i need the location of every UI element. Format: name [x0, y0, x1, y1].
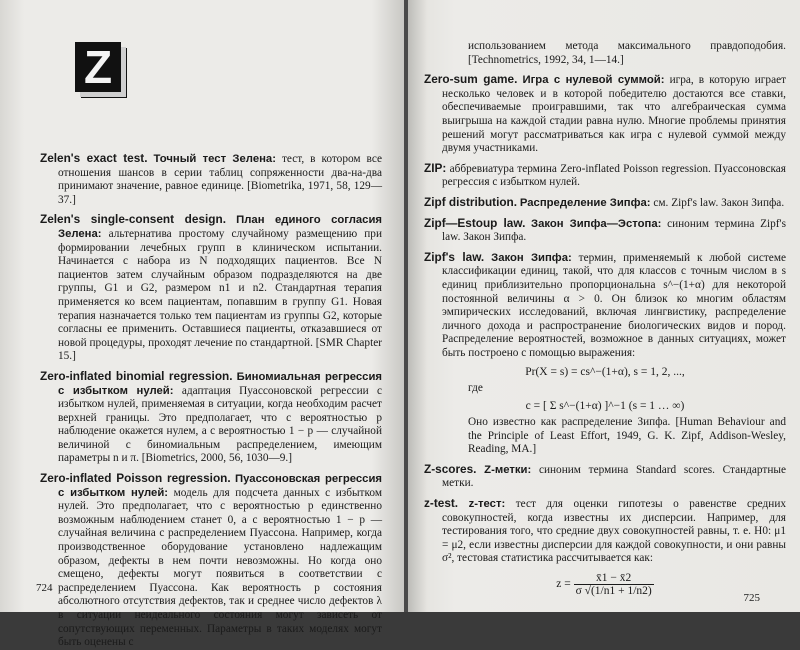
entry-continuation: использованием метода максимального правдоподобия. [Technometrics, 1992, 34, 1—14.] [468, 40, 786, 66]
formula-numerator: x̄1 − x̄2 [574, 572, 654, 585]
entry-text: см. Zipf's law. Закон Зипфа. [653, 196, 785, 209]
entry-z-scores [424, 463, 786, 491]
entry-term: Zero-inflated Poisson regression. [40, 471, 231, 486]
formula-fraction [574, 572, 654, 597]
entry-term-ru: Закон Зипфа: [491, 251, 572, 264]
formula-zipf-constant: c = [ Σ s^−(1+α) ]^−1 (s = 1 … ∞) [525, 400, 685, 413]
entry-term: Zero-inflated binomial regression. [40, 368, 233, 383]
entry-zelens-exact-test [40, 152, 382, 207]
entry-text: синоним термина Standard scores. Стандартные метки. [442, 463, 787, 490]
zipf-law-tail: Оно известно как распределение Зипфа. [Human Behaviour and the Principle of Least Effort, 1949, G. K. Zipf, Addison-Wesley, Reading, MA.] [468, 416, 786, 456]
entry-term: Zipf's law. [424, 249, 485, 264]
entry-text: модель для подсчета данных с избытком нулей. Это предполагает, что с вероятностью p единственно возможным наблюдением станет 0, а с вероятностью 1 − p — случайная величина с распределением Пуассона. Например, когда производственное оборудование установлено надлежащим образом, дефекты в нем почти невозможны. Но когда оно смещено, дефекты могут появиться в соответствии с распределением Пуассона. Как вероятность p состояния абсолютного отсутствия дефектов, так и среднее число дефектов λ в ситуации неидеального состояния могут зависеть от сопутствующих переменных. Параметры в таких моделях могут быть оценены с [58, 486, 382, 649]
entry-term-ru: Пуассоновская регрессия с избытком нулей: [58, 473, 382, 499]
entry-text: адаптация Пуассоновской регрессии с избытком нулей, применяемая в ситуации, когда необходим расчет верхней границы. Это предполагает, что с вероятностью p наблюдение окажется нулем, а с вероятностью 1 − p — случайной величиной с биномиальным распределением, имеющим параметры n и π. [Biometrics, 2000, 56, 1030—9.] [58, 384, 383, 465]
entry-term: z-test. [424, 496, 459, 511]
entry-term-ru: Z-метки: [484, 463, 532, 476]
where-label: где [468, 382, 483, 395]
page-number: 725 [743, 592, 760, 604]
entry-text: тест, в котором все отношения шансов в серии таблиц сопряженности два-на-два принимают значение, равное единице. [Biometrika, 1971, 58, 129—37.] [58, 153, 382, 206]
entry-zero-inflated-binomial [40, 370, 382, 466]
entry-term: Zipf—Estoup law. [424, 215, 526, 230]
entry-term: Zelen's exact test. [40, 151, 148, 165]
entry-zipfs-law [424, 251, 786, 361]
entry-zero-inflated-poisson [40, 472, 382, 650]
entry-term-ru: Биномиальная регрессия с избытком нулей: [58, 370, 382, 397]
entry-zero-sum-game [424, 73, 786, 156]
entry-text: игра, в которую играет несколько человек и в которой победителю достаются все ставки, обеспечиваемые проигравшими, так что алгебраическая сумма выигрыша на каждой стадии равна нулю. Многие проблемы принятия решений могут рассматриваться как игра с нулевой суммой между двумя участниками. [442, 74, 787, 155]
right-page [408, 0, 800, 612]
entry-zelens-single-consent [40, 213, 382, 364]
entry-text: альтернатива простому случайному размещению при формировании лечебных групп в клиническом испытании. Начинается с набора из N подходящих пациентов. Все N пациентов затем случайным образом подразделяются на две группы, G1 и G2, размером n1 и n2. Стандартная терапия применяется ко всем пациентам, попавшим в группу G1. Новая терапия назначается только тем пациентам из группы G2, которые согласны ее применить. Оставшиеся пациенты, отказавшиеся от новой процедуры, проходят лечение по стандартной. [SMR Chapter 15.] [58, 227, 383, 363]
page-number: 724 [36, 582, 53, 594]
section-letter: Z [75, 42, 121, 92]
entry-term: ZIP: [424, 160, 447, 175]
entry-term: Zero-sum game. [424, 72, 518, 87]
entry-term-ru: План единого согласия Зелена: [58, 214, 382, 240]
entry-term-ru: Распределение Зипфа: [519, 196, 651, 209]
entry-zipf-distribution [424, 196, 786, 211]
entry-text: термин, применяемый к любой системе классификации единиц, такой, что для классов с точным числом в s единиц приблизительно пропорциональна s^−(1+α) для некоторой постоянной величины α > 0. Он близок ко многим областям эмпирических исследований, включая лингвистику, распределение личного дохода и распространение биологических видов и пород. Распределение вероятностей, возможное в данных ситуациях, может быть построено с помощью выражения: [442, 251, 786, 359]
entry-text: аббревиатура термина Zero-inflated Poisson regression. Пуассоновская регрессия с избытком нулей. [442, 162, 787, 189]
entry-term-ru: z-тест: [468, 498, 506, 511]
entry-term: Zelen's single-consent design. [40, 212, 226, 227]
formula-zipf-probability: Pr(X = s) = cs^−(1+α), s = 1, 2, ..., [525, 366, 685, 379]
entry-term-ru: Точный тест Зелена: [153, 153, 276, 165]
entry-term: Z-scores. [424, 461, 477, 476]
entry-term-ru: Игра с нулевой суммой: [522, 74, 665, 87]
entry-z-test [424, 497, 786, 566]
formula-denominator: σ √(1/n1 + 1/n2) [575, 585, 652, 597]
entry-text: синоним термина Zipf's law. Закон Зипфа. [442, 217, 786, 244]
formula-lhs: z = [556, 578, 571, 591]
entry-term: Zipf distribution. [424, 194, 518, 209]
entry-text: тест для оценки гипотезы о равенстве средних совокупностей, когда известны их дисперсии. Например, для тестирования того, что средние двух совокупностей равны, т. е. H0: μ1 = μ2, если известны дисперсии для каждой совокупности, и они равны σ², тестовая статистика рассчитывается как: [442, 498, 787, 565]
formula-z-statistic [424, 572, 786, 597]
entry-term-ru: Закон Зипфа—Эстопа: [531, 217, 662, 230]
entry-zip [424, 162, 786, 190]
entry-zipf-estoup-law [424, 217, 786, 245]
